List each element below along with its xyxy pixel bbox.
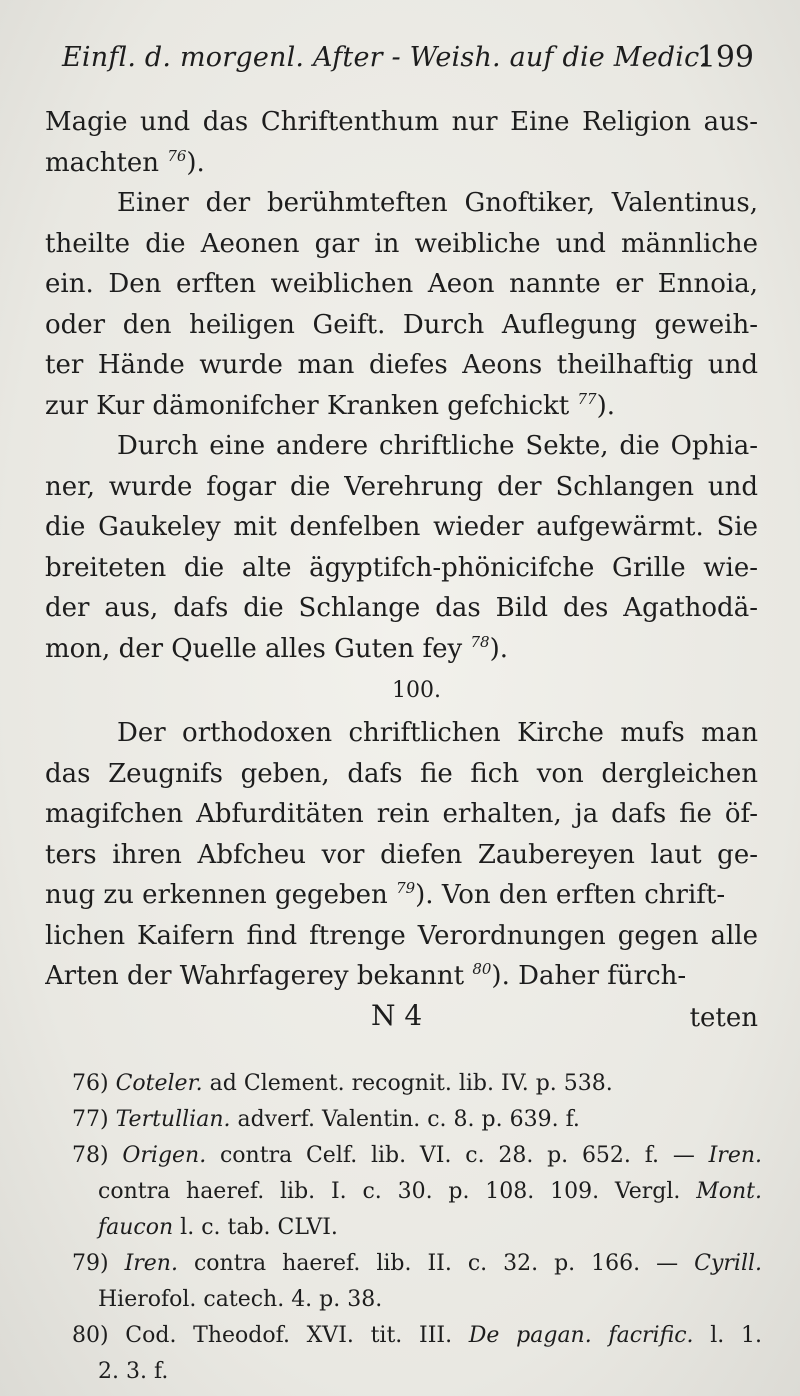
text-line: ter Hände wurde man diefes Aeons theilhaftig und: [45, 350, 758, 380]
text-line: theilte die Aeonen gar in weibliche und männliche: [45, 228, 758, 259]
footnote-title: De pagan. facrific.: [468, 1323, 694, 1348]
footnote-ref-76: 76: [167, 146, 187, 165]
footnote-author: Iren.: [708, 1143, 762, 1168]
text-line: der aus, dafs die Schlange das Bild des Agathodä-: [45, 593, 758, 623]
text-span: zur Kur dämonifcher Kranken gefchickt: [45, 390, 570, 421]
text-line: die Gaukeley mit denfelben wieder aufgewärmt. Sie: [45, 512, 758, 542]
text-line: magifchen Abfurditäten rein erhalten, ja dafs fie öf-: [45, 799, 758, 829]
signature-line: [45, 997, 758, 1045]
main-text: [45, 102, 758, 1045]
footnote-text: adverf. Valentin. c. 8. p. 639. f.: [230, 1107, 580, 1132]
footnote-text: l. c. tab. CLVI.: [173, 1215, 338, 1240]
footnote-author: Mont.: [696, 1179, 762, 1204]
footnote-author: faucon: [98, 1215, 174, 1240]
running-head: Einfl. d. morgenl. After - Weish. auf die Medic.: [62, 42, 709, 73]
text-line: [45, 629, 758, 670]
footnote-number: 79): [72, 1251, 109, 1276]
footnote-77: [72, 1102, 762, 1138]
text-line: oder den heiligen Geift. Durch Auflegung geweih-: [45, 309, 758, 340]
text-line: [45, 386, 758, 427]
footnote-author: Tertullian.: [115, 1107, 231, 1132]
text-line: lichen Kaifern find ftrenge Verordnungen gegen alle: [45, 920, 758, 951]
text-span: ). Daher fürch-: [491, 961, 687, 991]
footnote-79: [72, 1246, 762, 1282]
text-line: [45, 956, 758, 997]
footnote-author: Iren.: [124, 1251, 178, 1276]
footnotes: [72, 1066, 762, 1390]
footnote-number: 77): [72, 1107, 109, 1132]
text-span: ). Von den erften chrift-: [415, 880, 726, 910]
footnote-ref-77: 77: [577, 389, 597, 408]
footnote-author: Origen.: [122, 1143, 207, 1168]
text-span: Arten der Wahrfagerey bekannt: [45, 961, 465, 991]
text-span: ).: [596, 390, 616, 421]
text-span: machten: [45, 147, 160, 178]
footnote-80-cont: 2. 3. f.: [98, 1359, 169, 1384]
text-line: das Zeugnifs geben, dafs fie fich von dergleichen: [45, 758, 758, 789]
footnote-79-cont: Hierofol. catech. 4. p. 38.: [98, 1287, 383, 1312]
footnote-text: Cod. Theodof. XVI. tit. III.: [108, 1323, 453, 1348]
catchword: teten: [689, 1002, 758, 1033]
footnote-author: Coteler.: [115, 1071, 203, 1096]
text-line: ner, wurde fogar die Verehrung der Schlangen und: [45, 471, 758, 502]
text-line: [45, 143, 758, 184]
footnote-78: [72, 1138, 762, 1174]
footnote-80: [72, 1318, 762, 1354]
footnote-author: Cyrill.: [694, 1251, 762, 1276]
printer-signature: N 4: [371, 998, 423, 1032]
text-span: ).: [186, 147, 205, 178]
section-number: 100.: [392, 678, 441, 703]
text-line: ein. Den erften weiblichen Aeon nannte er Ennoia,: [45, 269, 758, 299]
footnote-ref-80: 80: [472, 960, 492, 978]
text-span: nug zu erkennen gegeben: [45, 880, 388, 910]
page-header: [62, 42, 762, 92]
text-line: [45, 875, 758, 916]
footnote-ref-78: 78: [470, 632, 490, 651]
footnote-number: 80): [72, 1323, 109, 1348]
text-line: Durch eine andere chriftliche Sekte, die Ophia-: [117, 431, 758, 461]
text-line: Magie und das Chriftenthum nur Eine Religion aus-: [45, 107, 758, 137]
text-line: Der orthodoxen chriftlichen Kirche mufs man: [117, 718, 758, 748]
footnote-78-cont: [72, 1174, 762, 1210]
text-span: mon, der Quelle alles Guten fey: [45, 633, 463, 664]
text-span: ).: [489, 633, 508, 664]
footnote-text: contra Celf. lib. VI. c. 28. p. 652. f. —: [206, 1143, 695, 1168]
footnote-text: l. 1.: [693, 1323, 762, 1348]
page-number: 199: [696, 40, 754, 75]
text-line: ters ihren Abfcheu vor diefen Zaubereyen laut ge-: [45, 839, 758, 870]
footnote-text: contra haeref. lib. I. c. 30. p. 108. 109. Vergl.: [98, 1179, 681, 1204]
footnote-76: [72, 1066, 762, 1102]
text-line: Einer der berühmteften Gnoftiker, Valentinus,: [117, 188, 758, 218]
footnote-text: ad Clement. recognit. lib. IV. p. 538.: [202, 1071, 613, 1096]
footnote-78-cont: [72, 1210, 762, 1246]
text-line: breiteten die alte ägyptifch-phönicifche Grille wie-: [45, 552, 758, 583]
footnote-number: 76): [72, 1071, 109, 1096]
footnote-text: contra haeref. lib. II. c. 32. p. 166. —: [177, 1251, 679, 1276]
footnote-number: 78): [72, 1143, 109, 1168]
footnote-ref-79: 79: [396, 879, 416, 897]
